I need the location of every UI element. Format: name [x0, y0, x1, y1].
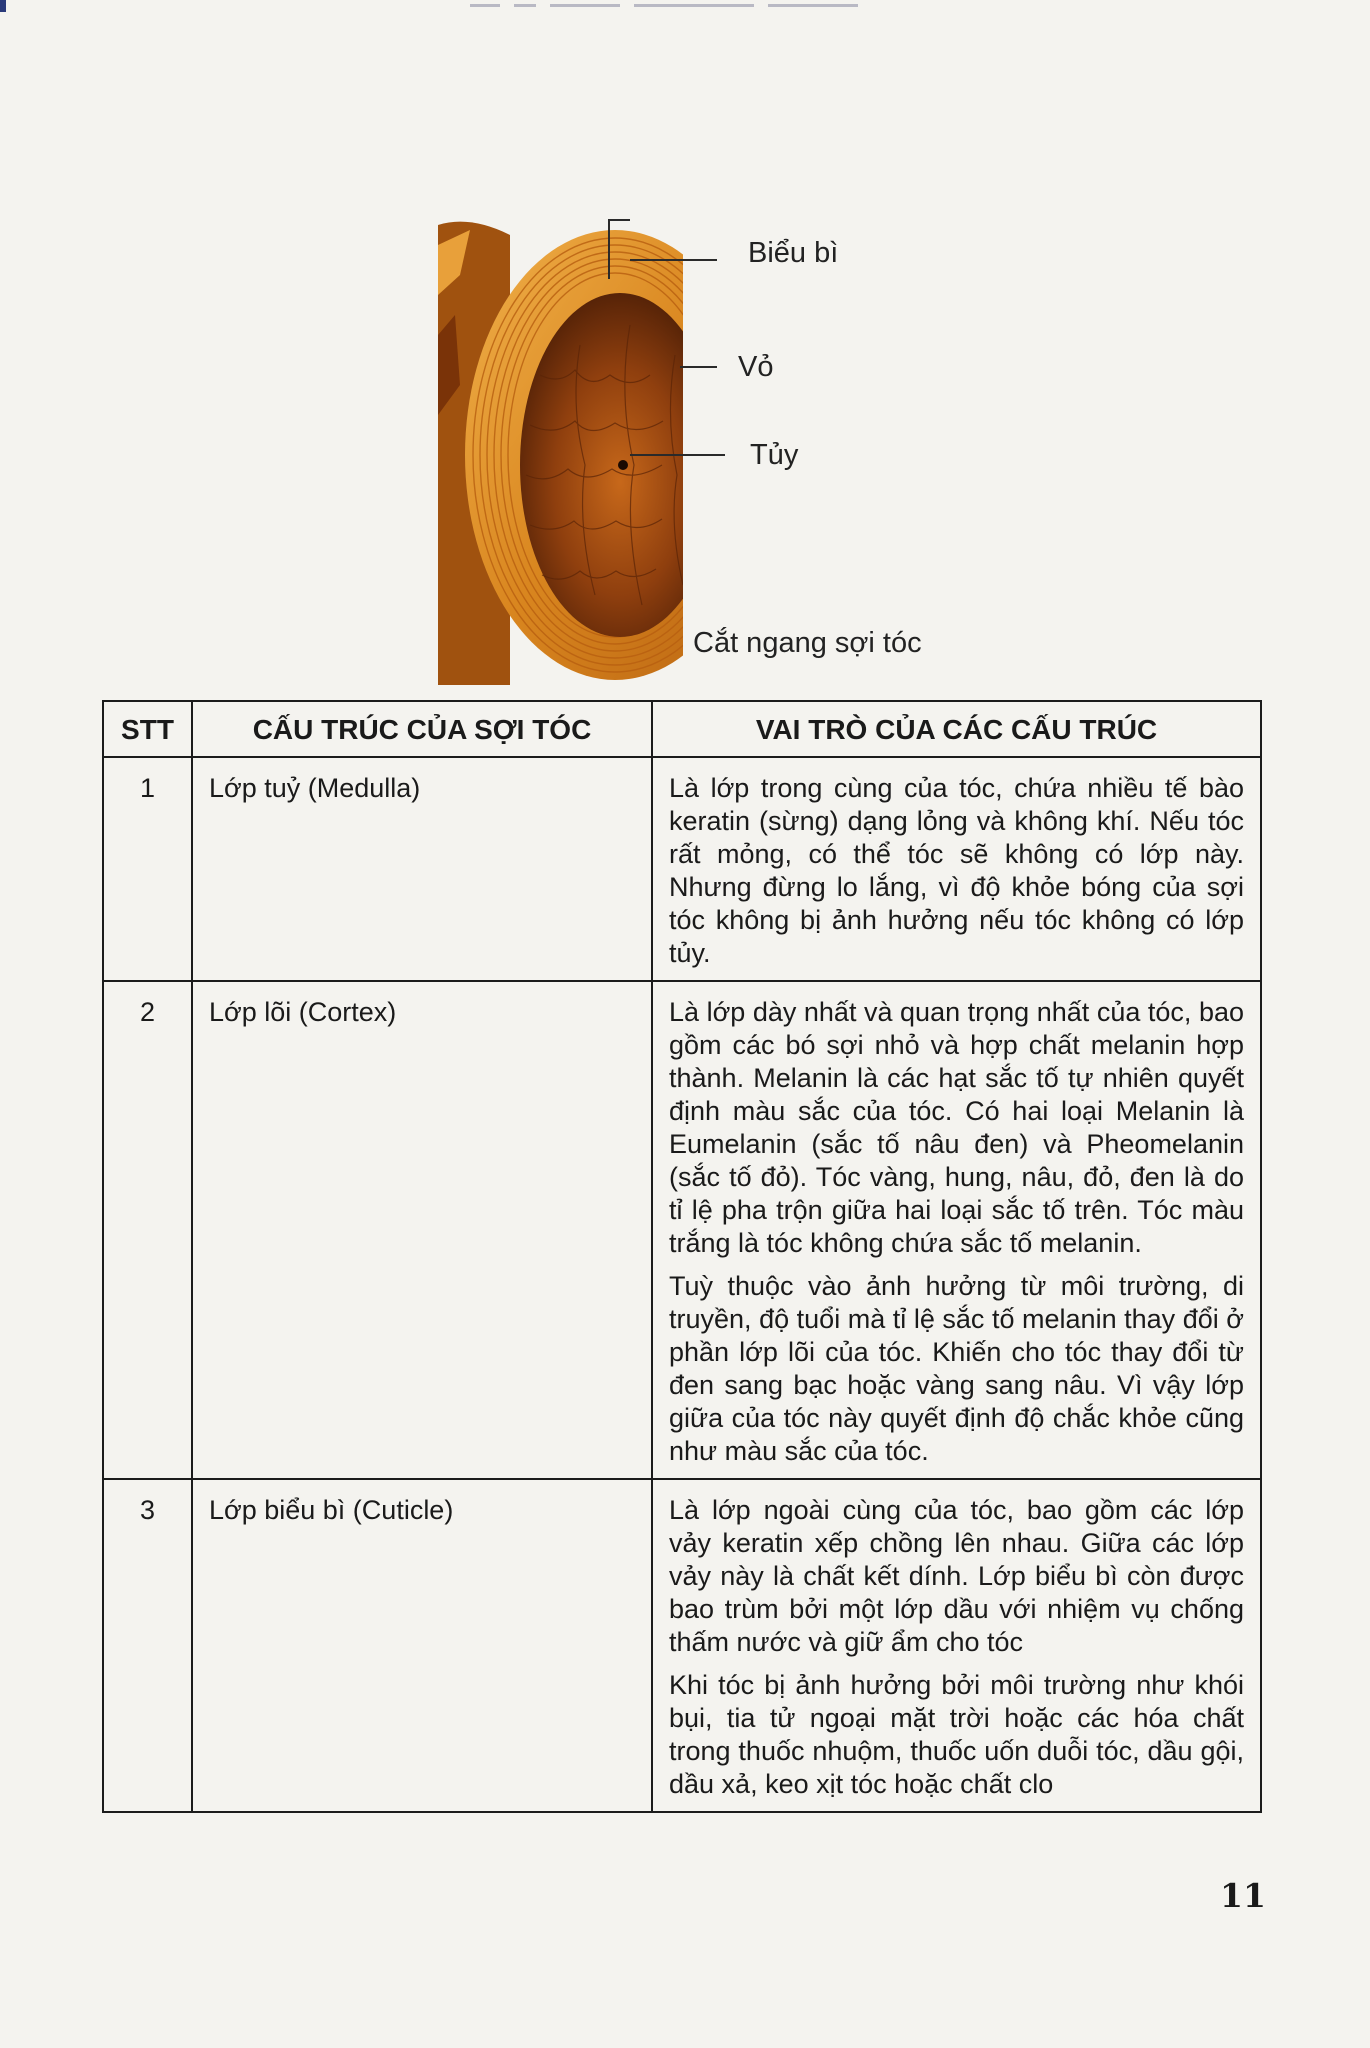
- header-structure: CẤU TRÚC CỦA SỢI TÓC: [192, 701, 652, 757]
- label-cortex: Vỏ: [738, 351, 774, 383]
- table-row: [103, 757, 1261, 981]
- hair-cross-section-illustration: [430, 215, 990, 685]
- row-structure: Lớp tuỷ (Medulla): [192, 757, 652, 981]
- role-paragraph: Khi tóc bị ảnh hưởng bởi môi trường như khói bụi, tia tử ngoại mặt trời hoặc các hóa chất trong thuốc nhuộm, thuốc uốn duỗi tóc, dầu gội, dầu xả, keo xịt tóc hoặc chất clo: [669, 1670, 1244, 1799]
- header-role: VAI TRÒ CỦA CÁC CẤU TRÚC: [652, 701, 1261, 757]
- role-paragraph: Là lớp ngoài cùng của tóc, bao gồm các lớp vảy keratin xếp chồng lên nhau. Giữa các lớp vảy này là chất kết dính. Lớp biểu bì còn được bao trùm bởi một lớp dầu với nhiệm vụ chống thấm nước và giữ ẩm cho tóc: [669, 1495, 1244, 1657]
- row-stt: 1: [103, 757, 192, 981]
- role-paragraph: Là lớp dày nhất và quan trọng nhất của tóc, bao gồm các bó sợi nhỏ và hợp chất melanin hợp thành. Melanin là các hạt sắc tố tự nhiên quyết định màu sắc của tóc. Có hai loại Melanin là Eumelanin (sắc tố nâu đen) và Pheomelanin (sắc tố đỏ). Tóc vàng, hung, nâu, đỏ, đen là do tỉ lệ pha trộn giữa hai loại sắc tố trên. Tóc màu trắng là tóc không chứa sắc tố melanin.: [669, 997, 1244, 1258]
- scan-edge-mark: [0, 0, 6, 12]
- role-paragraph: Là lớp trong cùng của tóc, chứa nhiều tế bào keratin (sừng) dạng lỏng và không khí. Nếu tóc rất mỏng, có thể tóc sẽ không có lớp này. Nhưng đừng lo lắng, vì độ khỏe bóng của sợi tóc không bị ảnh hưởng nếu tóc không có lớp tủy.: [669, 773, 1244, 968]
- row-stt: 2: [103, 981, 192, 1479]
- row-role: [652, 757, 1261, 981]
- label-medulla: Tủy: [750, 439, 799, 471]
- label-cuticle: Biểu bì: [748, 237, 839, 269]
- hair-structure-table: [102, 700, 1262, 1813]
- table-row: [103, 981, 1261, 1479]
- table-header-row: [103, 701, 1261, 757]
- row-role: [652, 981, 1261, 1479]
- row-structure: Lớp lõi (Cortex): [192, 981, 652, 1479]
- table-row: [103, 1479, 1261, 1812]
- page-number: 11: [1220, 1876, 1266, 1915]
- row-stt: 3: [103, 1479, 192, 1812]
- header-stt: STT: [103, 701, 192, 757]
- role-paragraph: Tuỳ thuộc vào ảnh hưởng từ môi trường, di truyền, độ tuổi mà tỉ lệ sắc tố melanin thay đổi ở phần lớp lõi của tóc. Khiến cho tóc thay đổi từ đen sang bạc hoặc vàng sang nâu. Vì vậy lớp giữa của tóc này quyết định độ chắc khỏe cũng như màu sắc của tóc.: [669, 1271, 1244, 1466]
- row-structure: Lớp biểu bì (Cuticle): [192, 1479, 652, 1812]
- hair-cross-section-figure: [430, 215, 990, 685]
- figure-caption: Cắt ngang sợi tóc: [693, 627, 922, 659]
- show-through-marks: [470, 4, 920, 10]
- row-role: [652, 1479, 1261, 1812]
